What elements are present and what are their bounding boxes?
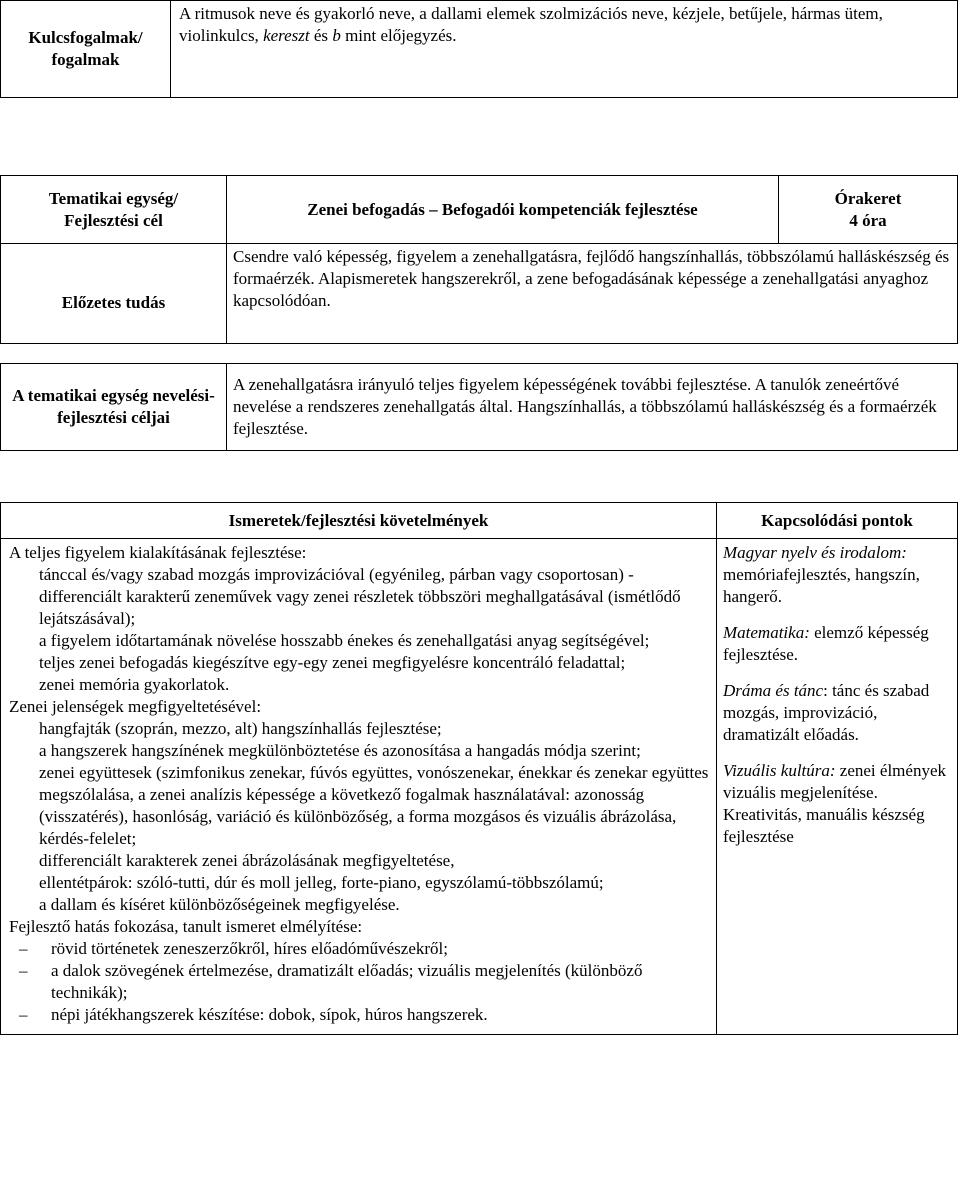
section-heading-3: Fejlesztő hatás fokozása, tanult ismeret elmélyítése: [9,917,363,936]
dash-item-text: rövid történetek zeneszerzőkről, híres előadóművészekről; [51,939,448,958]
connections-body [717,539,958,1035]
list-item: a figyelem időtartamának növelése hosszabb énekes és zenehallgatási anyag segítségével; [39,631,650,650]
connection-item [723,680,953,746]
list-item: tánccal és/vagy szabad mozgás improvizációval (egyénileg, párban vagy csoportosan) - differenciált karakterű zeneművek vagy zenei részletek többszöri meghallgatásával (ismétlődő lejátszásával); [39,565,681,628]
hours-value: 4 óra [849,210,887,230]
dash-list-item [9,1004,710,1026]
requirements-table [0,502,958,1035]
connection-subject: Magyar nyelv és irodalom: [723,543,907,562]
key-concepts-kereszt: kereszt [263,26,310,45]
list-item: a hangszerek hangszínének megkülönböztetése és azonosítása a hangadás módja szerint; [39,741,641,760]
connection-item [723,542,953,608]
dash-icon: – [19,1005,28,1024]
dash-item-text: a dalok szövegének értelmezése, dramatizált előadás; vizuális megjelenítés (különböző technikák); [51,961,643,1002]
thematic-unit-table [0,175,958,344]
list-item: differenciált karakterek zenei ábrázolásának megfigyeltetése, [39,851,455,870]
dash-list-item [9,960,710,1004]
development-goals-table [0,363,958,451]
dash-list-item [9,938,710,960]
key-concepts-b: b [332,26,341,45]
section-heading-2: Zenei jelenségek megfigyeltetésével: [9,697,262,716]
thematic-unit-title: Zenei befogadás – Befogadói kompetenciák fejlesztése [227,176,779,244]
connection-subject: Matematika: [723,623,810,642]
requirements-body [1,539,717,1035]
list-item: hangfajták (szoprán, mezzo, alt) hangszínhallás fejlesztése; [39,719,442,738]
connection-item [723,760,953,804]
prior-knowledge-text: Csendre való képesség, figyelem a zenehallgatásra, fejlődő hangszínhallás, többszólamú halláskészség és formaérzék. Alapismeretek hangszerekről, a zene befogadásának képessége a zenehallgatási anyaghoz kapcsolódóan. [227,244,958,344]
hours-cell [779,176,958,244]
development-goals-label: A tematikai egység nevelési-fejlesztési céljai [1,364,227,451]
key-concepts-table [0,0,958,98]
connection-text: zenei élmények vizuális megjelenítése. [723,761,946,802]
development-goals-text: A zenehallgatásra irányuló teljes figyelem képességének további fejlesztése. A tanulók zeneértővé nevelése a rendszeres zenehallgatás által. Hangszínhallás, a többszólamú halláskészség és a formaérzék fejlesztése. [227,364,958,451]
connection-subject: Vizuális kultúra: [723,761,836,780]
connection-item [723,622,953,666]
section-heading-1: A teljes figyelem kialakításának fejlesztése: [9,543,307,562]
key-concepts-label: Kulcsfogalmak/ fogalmak [1,1,171,98]
key-concepts-text-before: A ritmusok neve és gyakorló neve, a dallami elemek szolmizációs neve, kézjele, betűjele, hármas ütem, violinkulcs, [179,4,883,45]
connection-text: memóriafejlesztés, hangszín, hangerő. [723,565,920,606]
connection-subject: Dráma és tánc [723,681,824,700]
key-concepts-text [171,1,958,98]
list-item: ellentétpárok: szóló-tutti, dúr és moll jelleg, forte-piano, egyszólamú-többszólamú; [39,873,604,892]
list-item: a dallam és kíséret különbözőségeinek megfigyelése. [39,895,400,914]
prior-knowledge-label: Előzetes tudás [1,244,227,344]
dash-icon: – [19,961,28,980]
thematic-unit-label: Tematikai egység/ Fejlesztési cél [1,176,227,244]
key-concepts-es: és [309,26,333,45]
connection-text: elemző képesség fejlesztése. [723,623,929,664]
list-item: zenei együttesek (szimfonikus zenekar, fúvós együttes, vonószenekar, énekkar és zenekar együttes megszólalása, a zenei analízis képessége a következő fogalmak használatával: azonosság (visszatérés), hasonlóság, variáció és különbözőség, a forma mozgásos és vizuális ábrázolása, kérdés-felelet; [39,763,709,848]
dash-icon: – [19,939,28,958]
connection-extra: Kreativitás, manuális készség fejlesztése [723,805,925,846]
list-item: zenei memória gyakorlatok. [39,675,230,694]
hours-label: Órakeret [834,188,902,208]
key-concepts-text-after: mint előjegyzés. [340,26,457,45]
list-item: teljes zenei befogadás kiegészítve egy-egy zenei megfigyelésre koncentráló feladattal; [39,653,626,672]
connection-text: : tánc és szabad mozgás, improvizáció, dramatizált előadás. [723,681,930,744]
requirements-header: Ismeretek/fejlesztési követelmények [1,503,717,539]
dash-item-text: népi játékhangszerek készítése: dobok, sípok, húros hangszerek. [51,1005,488,1024]
connections-header: Kapcsolódási pontok [717,503,958,539]
